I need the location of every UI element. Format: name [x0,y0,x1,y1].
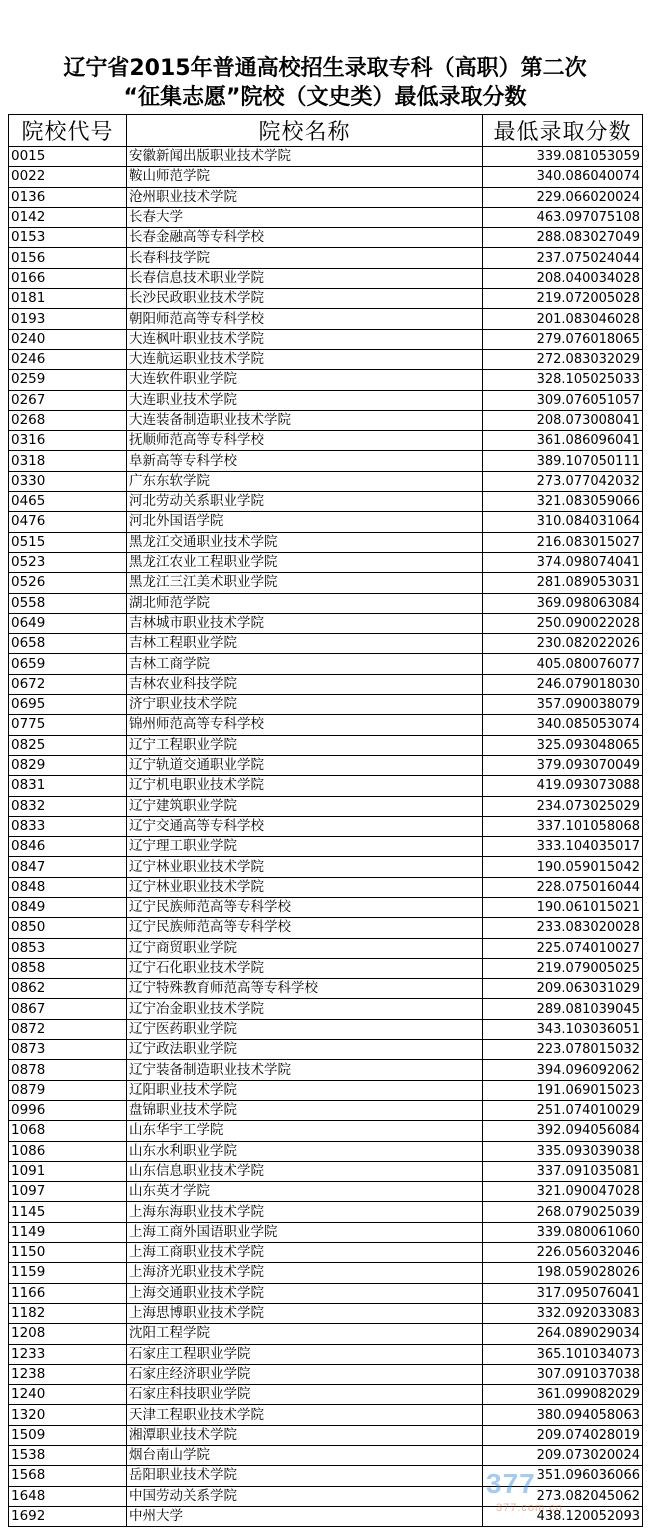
min-score-cell: 234.073025029 [483,796,643,816]
school-code-cell: 1233 [9,1344,127,1364]
min-score-cell: 272.083032029 [483,349,643,369]
min-score-cell: 307.091037038 [483,1364,643,1384]
school-name-cell: 大连软件职业学院 [127,370,483,390]
school-code-cell: 1538 [9,1446,127,1466]
table-row [9,552,643,572]
min-score-cell: 208.040034028 [483,268,643,288]
min-score-cell: 310.084031064 [483,512,643,532]
school-name-cell: 河北外国语学院 [127,512,483,532]
school-code-cell: 0672 [9,674,127,694]
school-code-cell: 0831 [9,776,127,796]
table-row [9,1283,643,1303]
watermark-logo: 377 [486,1468,536,1499]
school-code-cell: 0775 [9,715,127,735]
table-row [9,918,643,938]
school-code-cell: 1145 [9,1202,127,1222]
school-name-cell: 石家庄工程职业学院 [127,1344,483,1364]
table-row [9,796,643,816]
min-score-cell: 332.092033083 [483,1303,643,1323]
table-row [9,593,643,613]
min-score-cell: 228.075016044 [483,877,643,897]
school-code-cell: 0316 [9,431,127,451]
header-school-name: 院校名称 [127,115,483,147]
school-name-cell: 上海交通职业技术学院 [127,1283,483,1303]
school-name-cell: 中国劳动关系学院 [127,1486,483,1506]
school-code-cell: 0825 [9,735,127,755]
school-code-cell: 0850 [9,918,127,938]
table-row [9,1040,643,1060]
min-score-cell: 229.066020024 [483,187,643,207]
min-score-cell: 379.093070049 [483,755,643,775]
school-name-cell: 黑龙江交通职业技术学院 [127,532,483,552]
school-name-cell: 湖北师范学院 [127,593,483,613]
school-name-cell: 湘潭职业技术学院 [127,1425,483,1445]
school-code-cell: 0558 [9,593,127,613]
table-row [9,776,643,796]
school-code-cell: 0658 [9,634,127,654]
table-row [9,329,643,349]
table-row [9,837,643,857]
school-code-cell: 0858 [9,958,127,978]
school-name-cell: 辽阳职业技术学院 [127,1080,483,1100]
min-score-cell: 365.101034073 [483,1344,643,1364]
table-row [9,1243,643,1263]
school-code-cell: 0259 [9,370,127,390]
school-code-cell: 1182 [9,1303,127,1323]
school-code-cell: 0465 [9,492,127,512]
table-row [9,1019,643,1039]
table-row [9,938,643,958]
table-row [9,999,643,1019]
school-code-cell: 0996 [9,1100,127,1120]
school-name-cell: 辽宁装备制造职业技术学院 [127,1060,483,1080]
min-score-cell: 190.059015042 [483,857,643,877]
school-name-cell: 中州大学 [127,1506,483,1526]
table-row [9,897,643,917]
table-row [9,1364,643,1384]
table-row [9,573,643,593]
school-name-cell: 辽宁机电职业技术学院 [127,776,483,796]
school-code-cell: 0268 [9,410,127,430]
min-score-cell: 369.098063084 [483,593,643,613]
min-score-cell: 226.056032046 [483,1243,643,1263]
school-name-cell: 辽宁林业职业技术学院 [127,857,483,877]
school-code-cell: 0849 [9,897,127,917]
table-row [9,248,643,268]
table-row [9,167,643,187]
table-row [9,1425,643,1445]
school-name-cell: 石家庄科技职业学院 [127,1385,483,1405]
table-row [9,755,643,775]
min-score-cell: 351.096036066 [483,1466,643,1486]
school-name-cell: 鞍山师范学院 [127,167,483,187]
school-name-cell: 济宁职业技术学院 [127,695,483,715]
min-score-cell: 209.073020024 [483,1446,643,1466]
table-row [9,1202,643,1222]
min-score-cell: 209.074028019 [483,1425,643,1445]
school-code-cell: 1648 [9,1486,127,1506]
school-name-cell: 石家庄经济职业学院 [127,1364,483,1384]
min-score-cell: 337.091035081 [483,1161,643,1181]
school-name-cell: 岳阳职业技术学院 [127,1466,483,1486]
min-score-cell: 246.079018030 [483,674,643,694]
school-code-cell: 0318 [9,451,127,471]
school-code-cell: 0193 [9,309,127,329]
table-row [9,349,643,369]
school-code-cell: 0476 [9,512,127,532]
table-row [9,471,643,491]
min-score-cell: 223.078015032 [483,1040,643,1060]
table-body [9,147,643,1527]
table-row [9,715,643,735]
school-name-cell: 抚顺师范高等专科学校 [127,431,483,451]
school-code-cell: 0153 [9,228,127,248]
table-row [9,370,643,390]
school-code-cell: 0267 [9,390,127,410]
school-name-cell: 山东英才学院 [127,1182,483,1202]
school-name-cell: 长春信息技术职业学院 [127,268,483,288]
table-row [9,451,643,471]
table-row [9,877,643,897]
min-score-cell: 463.097075108 [483,207,643,227]
table-row [9,1141,643,1161]
school-name-cell: 上海思博职业技术学院 [127,1303,483,1323]
table-row [9,1121,643,1141]
min-score-cell: 339.081053059 [483,147,643,167]
school-name-cell: 阜新高等专科学校 [127,451,483,471]
school-name-cell: 朝阳师范高等专科学校 [127,309,483,329]
school-code-cell: 1068 [9,1121,127,1141]
school-name-cell: 辽宁理工职业学院 [127,837,483,857]
school-name-cell: 辽宁政法职业学院 [127,1040,483,1060]
table-row [9,857,643,877]
min-score-cell: 208.073008041 [483,410,643,430]
school-name-cell: 上海工商职业技术学院 [127,1243,483,1263]
school-code-cell: 0879 [9,1080,127,1100]
table-row [9,512,643,532]
table-row [9,1100,643,1120]
min-score-cell: 361.099082029 [483,1385,643,1405]
watermark-url: 377.com.cn [496,1502,563,1514]
min-score-cell: 374.098074041 [483,552,643,572]
min-score-cell: 190.061015021 [483,897,643,917]
school-name-cell: 辽宁林业职业技术学院 [127,877,483,897]
min-score-cell: 317.095076041 [483,1283,643,1303]
table-row [9,309,643,329]
table-row [9,1263,643,1283]
school-code-cell: 0156 [9,248,127,268]
table-row [9,1182,643,1202]
table-row [9,1060,643,1080]
school-code-cell: 0832 [9,796,127,816]
min-score-cell: 389.107050111 [483,451,643,471]
table-row [9,1466,643,1486]
school-code-cell: 0872 [9,1019,127,1039]
school-code-cell: 0867 [9,999,127,1019]
school-code-cell: 0862 [9,979,127,999]
table-row [9,268,643,288]
table-row [9,147,643,167]
school-name-cell: 长沙民政职业技术学院 [127,289,483,309]
min-score-cell: 264.089029034 [483,1324,643,1344]
school-name-cell: 辽宁商贸职业学院 [127,938,483,958]
min-score-cell: 288.083027049 [483,228,643,248]
school-code-cell: 0659 [9,654,127,674]
school-name-cell: 辽宁民族师范高等专科学校 [127,918,483,938]
school-name-cell: 辽宁建筑职业学院 [127,796,483,816]
school-code-cell: 0846 [9,837,127,857]
school-name-cell: 辽宁民族师范高等专科学校 [127,897,483,917]
min-score-cell: 268.079025039 [483,1202,643,1222]
school-code-cell: 0136 [9,187,127,207]
table-row [9,674,643,694]
min-score-cell: 380.094058063 [483,1405,643,1425]
school-name-cell: 长春科技学院 [127,248,483,268]
min-score-cell: 273.077042032 [483,471,643,491]
table-row [9,735,643,755]
school-code-cell: 0240 [9,329,127,349]
min-score-cell: 230.082022026 [483,634,643,654]
school-code-cell: 1208 [9,1324,127,1344]
school-code-cell: 0833 [9,816,127,836]
table-row [9,1506,643,1526]
school-code-cell: 0022 [9,167,127,187]
header-min-score: 最低录取分数 [483,115,643,147]
school-code-cell: 1086 [9,1141,127,1161]
school-name-cell: 长春大学 [127,207,483,227]
school-code-cell: 1091 [9,1161,127,1181]
min-score-cell: 438.120052093 [483,1506,643,1526]
school-name-cell: 辽宁工程职业学院 [127,735,483,755]
school-code-cell: 1149 [9,1222,127,1242]
table-row [9,654,643,674]
table-row [9,1303,643,1323]
table-row [9,1385,643,1405]
min-score-cell: 216.083015027 [483,532,643,552]
min-score-cell: 340.085053074 [483,715,643,735]
school-code-cell: 0873 [9,1040,127,1060]
school-code-cell: 1692 [9,1506,127,1526]
school-code-cell: 0878 [9,1060,127,1080]
school-code-cell: 0166 [9,268,127,288]
school-code-cell: 1238 [9,1364,127,1384]
school-code-cell: 0330 [9,471,127,491]
table-row [9,1080,643,1100]
min-score-cell: 340.086040074 [483,167,643,187]
table-row [9,1324,643,1344]
min-score-cell: 337.101058068 [483,816,643,836]
table-row [9,1222,643,1242]
school-code-cell: 0526 [9,573,127,593]
school-name-cell: 大连航运职业技术学院 [127,349,483,369]
min-score-cell: 225.074010027 [483,938,643,958]
min-score-cell: 357.090038079 [483,695,643,715]
school-name-cell: 天津工程职业技术学院 [127,1405,483,1425]
school-name-cell: 沈阳工程学院 [127,1324,483,1344]
school-code-cell: 1509 [9,1425,127,1445]
school-name-cell: 辽宁特殊教育师范高等专科学校 [127,979,483,999]
school-code-cell: 1320 [9,1405,127,1425]
page-title-line-1: 辽宁省2015年普通高校招生录取专科（高职）第二次 [63,56,587,81]
school-name-cell: 黑龙江农业工程职业学院 [127,552,483,572]
table-row [9,1161,643,1181]
school-name-cell: 吉林城市职业技术学院 [127,613,483,633]
school-name-cell: 山东信息职业技术学院 [127,1161,483,1181]
min-score-cell: 237.075024044 [483,248,643,268]
school-name-cell: 河北劳动关系职业学院 [127,492,483,512]
table-row [9,958,643,978]
admission-score-table [8,114,643,1527]
school-code-cell: 0142 [9,207,127,227]
school-name-cell: 大连职业技术学院 [127,390,483,410]
school-name-cell: 黑龙江三江美术职业学院 [127,573,483,593]
school-code-cell: 0848 [9,877,127,897]
table-row [9,1344,643,1364]
min-score-cell: 333.104035017 [483,837,643,857]
table-row [9,492,643,512]
school-code-cell: 1159 [9,1263,127,1283]
school-name-cell: 吉林工程职业学院 [127,634,483,654]
school-code-cell: 0649 [9,613,127,633]
school-name-cell: 上海工商外国语职业学院 [127,1222,483,1242]
header-school-code: 院校代号 [9,115,127,147]
min-score-cell: 201.083046028 [483,309,643,329]
table-row [9,410,643,430]
school-code-cell: 0695 [9,695,127,715]
school-name-cell: 上海济光职业技术学院 [127,1263,483,1283]
school-name-cell: 锦州师范高等专科学校 [127,715,483,735]
min-score-cell: 309.076051057 [483,390,643,410]
min-score-cell: 219.079005025 [483,958,643,978]
min-score-cell: 328.105025033 [483,370,643,390]
table-row [9,207,643,227]
school-code-cell: 1166 [9,1283,127,1303]
min-score-cell: 325.093048065 [483,735,643,755]
table-row [9,695,643,715]
min-score-cell: 233.083020028 [483,918,643,938]
table-header-row [9,115,643,147]
table-row [9,187,643,207]
school-name-cell: 大连枫叶职业技术学院 [127,329,483,349]
school-name-cell: 沧州职业技术学院 [127,187,483,207]
min-score-cell: 191.069015023 [483,1080,643,1100]
school-name-cell: 辽宁交通高等专科学校 [127,816,483,836]
school-name-cell: 山东水利职业学院 [127,1141,483,1161]
school-code-cell: 0515 [9,532,127,552]
min-score-cell: 335.093039038 [483,1141,643,1161]
school-code-cell: 0847 [9,857,127,877]
school-name-cell: 吉林农业科技学院 [127,674,483,694]
school-name-cell: 长春金融高等专科学校 [127,228,483,248]
school-name-cell: 山东华宇工学院 [127,1121,483,1141]
table-row [9,1405,643,1425]
school-name-cell: 烟台南山学院 [127,1446,483,1466]
min-score-cell: 321.090047028 [483,1182,643,1202]
min-score-cell: 392.094056084 [483,1121,643,1141]
school-name-cell: 上海东海职业技术学院 [127,1202,483,1222]
school-code-cell: 1568 [9,1466,127,1486]
school-code-cell: 1097 [9,1182,127,1202]
min-score-cell: 279.076018065 [483,329,643,349]
min-score-cell: 361.086096041 [483,431,643,451]
school-name-cell: 大连装备制造职业技术学院 [127,410,483,430]
table-row [9,289,643,309]
school-name-cell: 辽宁冶金职业技术学院 [127,999,483,1019]
school-code-cell: 0523 [9,552,127,572]
table-row [9,228,643,248]
table-row [9,634,643,654]
school-name-cell: 辽宁石化职业技术学院 [127,958,483,978]
min-score-cell: 419.093073088 [483,776,643,796]
min-score-cell: 339.080061060 [483,1222,643,1242]
school-code-cell: 0015 [9,147,127,167]
min-score-cell: 250.090022028 [483,613,643,633]
school-code-cell: 1240 [9,1385,127,1405]
min-score-cell: 289.081039045 [483,999,643,1019]
min-score-cell: 394.096092062 [483,1060,643,1080]
school-name-cell: 辽宁轨道交通职业学院 [127,755,483,775]
min-score-cell: 198.059028026 [483,1263,643,1283]
school-code-cell: 0853 [9,938,127,958]
school-name-cell: 安徽新闻出版职业技术学院 [127,147,483,167]
school-name-cell: 盘锦职业技术学院 [127,1100,483,1120]
school-name-cell: 辽宁医药职业学院 [127,1019,483,1039]
min-score-cell: 321.083059066 [483,492,643,512]
school-name-cell: 广东东软学院 [127,471,483,491]
min-score-cell: 219.072005028 [483,289,643,309]
table-row [9,1486,643,1506]
min-score-cell: 343.103036051 [483,1019,643,1039]
min-score-cell: 405.080076077 [483,654,643,674]
min-score-cell: 273.082045062 [483,1486,643,1506]
table-row [9,613,643,633]
table-row [9,431,643,451]
min-score-cell: 209.063031029 [483,979,643,999]
table-row [9,816,643,836]
page-title-line-2: “征集志愿”院校（文史类）最低录取分数 [123,85,527,110]
min-score-cell: 251.074010029 [483,1100,643,1120]
table-row [9,390,643,410]
table-row [9,1446,643,1466]
school-code-cell: 0829 [9,755,127,775]
school-code-cell: 0246 [9,349,127,369]
school-name-cell: 吉林工商学院 [127,654,483,674]
school-code-cell: 0181 [9,289,127,309]
school-code-cell: 1150 [9,1243,127,1263]
table-row [9,979,643,999]
table-row [9,532,643,552]
min-score-cell: 281.089053031 [483,573,643,593]
